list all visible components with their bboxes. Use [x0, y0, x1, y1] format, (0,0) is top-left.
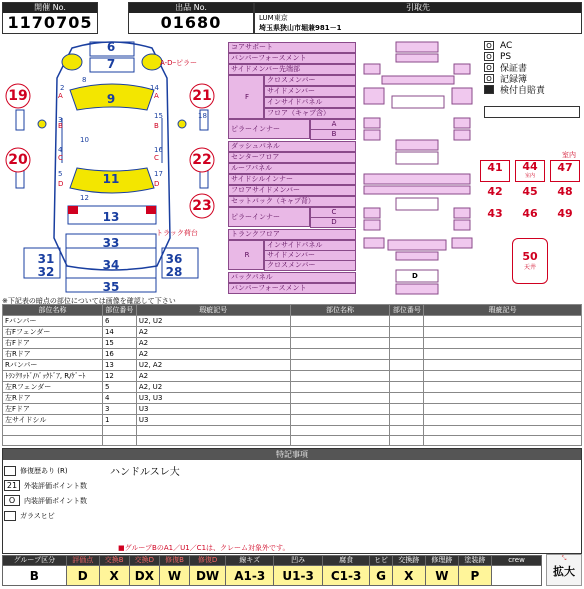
ceiling-label: 天井: [523, 264, 536, 271]
row-num: 3: [102, 404, 136, 415]
table-row: [3, 436, 582, 446]
grade-header: 修復B: [160, 556, 190, 566]
grade-value: W: [160, 566, 190, 586]
checklist-extra-box: [484, 106, 580, 118]
col-defect-code-2: 瑕疵記号: [424, 305, 582, 316]
row-part: 右Rドア: [3, 349, 103, 360]
frame-floor-side-member: フロアサイドメンバー: [228, 185, 356, 196]
row-num: 14: [102, 327, 136, 338]
row-empty: [290, 371, 390, 382]
part-num-18: 18: [198, 112, 207, 120]
header-lot: [2, 2, 98, 34]
table-row: [3, 338, 582, 349]
back-panel-mark: D: [412, 272, 418, 280]
row-part: 左Rフェンダー: [3, 382, 103, 393]
row-code: U2, U2: [136, 316, 290, 327]
door-letter-d-left: D: [58, 180, 64, 188]
grade-value: DX: [129, 566, 160, 586]
check-label-ac: AC: [500, 40, 513, 51]
legend-label-interior: 内装評価ポイント数: [24, 496, 87, 505]
col-part-num: 部位番号: [102, 305, 136, 316]
frame-side-sill-inner: サイドシルインナー: [228, 174, 356, 185]
part-num-23: 23: [192, 198, 212, 214]
row-part: 左サイドシル: [3, 415, 103, 426]
part-num-3: 3: [58, 116, 63, 124]
legend-box-glass: [4, 511, 16, 521]
grade-value: X: [392, 566, 425, 586]
damage-note: ※下記表の暗点の部位については画像を確認して下さい: [2, 297, 176, 305]
grade-header: crew: [492, 556, 542, 566]
row-code: U3, U3: [136, 393, 290, 404]
part-num-13: 13: [102, 210, 120, 224]
grade-header: 腐食: [322, 556, 369, 566]
grade-values: [3, 566, 542, 586]
part-num-2: 2: [60, 84, 65, 92]
frame-back-panel: バックパネル: [228, 272, 356, 283]
part-num-12: 12: [80, 194, 89, 202]
part-num-15: 15: [154, 112, 163, 120]
part-num-28: 28: [165, 265, 183, 279]
col-defect-code: 瑕疵記号: [136, 305, 290, 316]
row-num: 5: [102, 382, 136, 393]
check-mark-inspection: [484, 85, 494, 94]
row-empty: [290, 382, 390, 393]
row-empty: [290, 316, 390, 327]
frame-bumper-reinforce-r: バンパーフォースメント: [228, 283, 356, 294]
row-empty: [290, 393, 390, 404]
grade-value: D: [66, 566, 99, 586]
row-empty: [424, 360, 582, 371]
col-part-name-2: 部位名称: [290, 305, 390, 316]
grade-header: グループ区分: [3, 556, 67, 566]
check-mark-ps: O: [484, 52, 494, 61]
row-empty: [290, 338, 390, 349]
row-empty: [390, 360, 424, 371]
remarks-legend: [4, 463, 87, 523]
frame-c: C: [310, 207, 356, 218]
door-letter-a-right: A: [154, 92, 159, 100]
grade-value: W: [425, 566, 458, 586]
check-label-warranty: 保証書: [500, 64, 528, 74]
lot-value: 1170705: [7, 13, 93, 32]
table-row: [3, 371, 582, 382]
frame-side-member: サイドメンバー: [264, 86, 356, 97]
row-num: 4: [102, 393, 136, 404]
interior-45: 45: [522, 185, 538, 198]
row-code: U3: [136, 415, 290, 426]
row-empty: [424, 316, 582, 327]
row-empty: [390, 393, 424, 404]
frame-roof-panel: ルーフパネル: [228, 163, 356, 174]
expand-icon: ⤡: [561, 555, 567, 562]
damage-table-header: [3, 305, 582, 316]
row-empty: [390, 338, 424, 349]
grade-headers: [3, 556, 542, 566]
remarks-title: 特記事項: [3, 449, 581, 460]
row-part: 左Fドア: [3, 404, 103, 415]
frame-inside-panel-r: インサイドパネル: [264, 240, 356, 251]
row-empty: [290, 426, 390, 436]
grade-header: 交換跡: [392, 556, 425, 566]
table-row: [3, 426, 582, 436]
row-empty: [390, 415, 424, 426]
row-empty: [102, 426, 136, 436]
table-row: [3, 327, 582, 338]
header-listing: [128, 2, 254, 34]
grade-value: DW: [189, 566, 225, 586]
frame-center-floor: センターフロア: [228, 152, 356, 163]
row-empty: [424, 404, 582, 415]
part-num-36: 36: [165, 252, 183, 266]
row-empty: [390, 327, 424, 338]
ceiling-50: 50: [522, 250, 538, 263]
part-num-9: 9: [106, 92, 116, 106]
row-empty: [136, 436, 290, 446]
part-num-4: 4: [58, 146, 63, 154]
frame-cross-member: クロスメンバー: [264, 75, 356, 86]
row-empty: [424, 393, 582, 404]
frame-side-member-front: サイドメンバー先端部: [228, 64, 356, 75]
part-num-14: 14: [150, 84, 159, 92]
check-label-records: 記録簿: [500, 75, 528, 85]
row-code: A2: [136, 371, 290, 382]
part-num-11: 11: [102, 172, 120, 186]
legend-box-exterior: 21: [4, 480, 20, 491]
part-num-22: 22: [192, 152, 212, 168]
legend-box-interior: O: [4, 495, 20, 506]
part-num-5: 5: [58, 170, 63, 178]
row-code: U3: [136, 404, 290, 415]
grade-header: 修理跡: [425, 556, 458, 566]
col-part-name: 部位名称: [3, 305, 103, 316]
grade-header: ヒビ: [370, 556, 393, 566]
group-note: ■グループBのA1／U1／C1は、クレーム対象外です。: [118, 544, 290, 552]
grade-value: C1-3: [322, 566, 369, 586]
legend-label-repair: 修復歴あり (R): [20, 466, 68, 475]
zoom-button[interactable]: [546, 554, 582, 586]
remarks-panel: [2, 448, 582, 554]
row-empty: [390, 371, 424, 382]
row-num: 1: [102, 415, 136, 426]
lot-label: 開催 No.: [3, 3, 97, 13]
grade-value: B: [3, 566, 67, 586]
part-num-33: 33: [102, 236, 120, 250]
interior-41: 41: [480, 160, 510, 182]
part-num-19: 19: [8, 88, 28, 104]
row-empty: [424, 436, 582, 446]
frame-floor-cab: フロア（キャブ含）: [264, 108, 356, 119]
check-mark-records: O: [484, 74, 494, 83]
table-row: [3, 316, 582, 327]
legend-box-repair: [4, 466, 16, 476]
row-part: ﾄﾗﾝｸﾘｯﾄﾞ/ﾊﾞｯｸﾄﾞｱ, R/ｹﾞｰﾄ: [3, 371, 103, 382]
check-label-inspection: 検付自賠責: [500, 86, 546, 96]
check-mark-ac: O: [484, 41, 494, 50]
frame-inside-panel: インサイドパネル: [264, 97, 356, 108]
frame-a: A: [310, 119, 356, 130]
row-num: 12: [102, 371, 136, 382]
frame-b: B: [310, 129, 356, 140]
row-empty: [390, 349, 424, 360]
row-num: 6: [102, 316, 136, 327]
grade-header: 凹み: [274, 556, 323, 566]
header-consignee: [254, 2, 582, 34]
row-code: A2: [136, 327, 290, 338]
row-empty: [290, 360, 390, 371]
row-code: A2: [136, 338, 290, 349]
grade-header: 塗装跡: [458, 556, 491, 566]
grade-header: 交換B: [99, 556, 129, 566]
row-empty: [290, 404, 390, 415]
row-empty: [390, 382, 424, 393]
door-letter-c-left: C: [58, 154, 63, 162]
frame-core-support: コアサポート: [228, 42, 356, 53]
frame-pillar-inner: ピラーインナー: [228, 119, 310, 139]
grade-value: G: [370, 566, 393, 586]
door-letter-b-right: B: [154, 122, 159, 130]
row-empty: [424, 349, 582, 360]
row-part: Fバンパー: [3, 316, 103, 327]
listing-label: 出品 No.: [129, 3, 253, 13]
part-num-21: 21: [192, 88, 212, 104]
door-letter-d-right: D: [154, 180, 160, 188]
row-part: 右Fドア: [3, 338, 103, 349]
frame-cross-member-r: クロスメンバー: [264, 260, 356, 271]
row-empty: [290, 415, 390, 426]
part-num-32: 32: [37, 265, 55, 279]
grade-value: [492, 566, 542, 586]
part-num-20: 20: [8, 152, 28, 168]
listing-value: 01680: [160, 13, 222, 32]
consignee-label: 引取先: [255, 3, 581, 13]
grade-value: P: [458, 566, 491, 586]
grade-header: 交換D: [129, 556, 160, 566]
row-part: 右Fフェンダー: [3, 327, 103, 338]
legend-label-glass: ガラスヒビ: [20, 511, 55, 520]
frame-pillar-inner-2: ピラーインナー: [228, 207, 310, 227]
row-empty: [424, 382, 582, 393]
row-empty: [290, 436, 390, 446]
row-empty: [290, 327, 390, 338]
row-empty: [3, 426, 103, 436]
frame-bumper-reinforce: バンパーフォースメント: [228, 53, 356, 64]
interior-47: 47: [550, 160, 580, 182]
interior-48: 48: [557, 185, 573, 198]
grade-value: A1-3: [226, 566, 274, 586]
door-letter-b-left: B: [58, 122, 63, 130]
zoom-label: 拡大: [553, 565, 575, 578]
table-row: [3, 360, 582, 371]
part-num-7: 7: [106, 57, 116, 71]
row-empty: [390, 404, 424, 415]
row-code: A2: [136, 349, 290, 360]
frame-setback: セットバック（キャブ背）: [228, 196, 356, 207]
interior-44: 44: [522, 160, 538, 173]
grade-value: U1-3: [274, 566, 323, 586]
table-row: [3, 393, 582, 404]
row-empty: [3, 436, 103, 446]
door-letter-a-left: A: [58, 92, 63, 100]
row-empty: [102, 436, 136, 446]
frame-r-label: R: [228, 240, 264, 270]
interior-43: 43: [487, 207, 503, 220]
grade-header: 評価点: [66, 556, 99, 566]
row-empty: [424, 426, 582, 436]
part-num-16: 16: [154, 146, 163, 154]
row-part: Rバンパー: [3, 360, 103, 371]
row-part: 左Rドア: [3, 393, 103, 404]
part-num-35: 35: [102, 280, 120, 294]
interior-46: 46: [522, 207, 538, 220]
legend-label-exterior: 外装評価ポイント数: [24, 481, 87, 490]
interior-label: 室内: [562, 151, 576, 159]
row-empty: [390, 426, 424, 436]
frame-schematic: [358, 40, 478, 296]
row-empty: [424, 327, 582, 338]
checklist: [484, 40, 580, 95]
truck-bed-label: トラック荷台: [156, 229, 198, 237]
frame-d: D: [310, 217, 356, 228]
ceiling-box: [512, 238, 548, 284]
grade-header: 線キズ: [226, 556, 274, 566]
grade-value: X: [99, 566, 129, 586]
table-row: [3, 415, 582, 426]
row-empty: [390, 436, 424, 446]
consignee-line1: LUM東京: [259, 14, 288, 22]
interior-49: 49: [557, 207, 573, 220]
check-mark-warranty: O: [484, 63, 494, 72]
interior-grid: [480, 160, 580, 229]
row-code: A2, U2: [136, 382, 290, 393]
part-num-17: 17: [154, 170, 163, 178]
consignee-line2: 埼玉県狭山市堀兼981－1: [259, 24, 342, 32]
part-num-31: 31: [37, 252, 55, 266]
part-num-10: 10: [80, 136, 89, 144]
table-row: [3, 349, 582, 360]
grade-header: 修復D: [189, 556, 225, 566]
col-part-num-2: 部位番号: [390, 305, 424, 316]
table-row: [3, 382, 582, 393]
row-code: U2, A2: [136, 360, 290, 371]
frame-trunk-floor: トランクフロア: [228, 229, 356, 240]
check-label-ps: PS: [500, 51, 512, 62]
part-num-34: 34: [102, 258, 120, 272]
part-num-8: 8: [82, 76, 87, 84]
table-row: [3, 404, 582, 415]
row-num: 15: [102, 338, 136, 349]
frame-f-label: F: [228, 75, 264, 119]
row-empty: [424, 338, 582, 349]
row-num: 16: [102, 349, 136, 360]
door-letter-c-right: C: [154, 154, 159, 162]
row-empty: [290, 349, 390, 360]
row-empty: [136, 426, 290, 436]
interior-44-sub: 室内: [524, 173, 535, 179]
pillar-label: A-Dｰピラー: [160, 59, 198, 67]
frame-side-member-r: サイドメンバー: [264, 250, 356, 261]
remarks-text: ハンドルスレ大: [110, 467, 180, 478]
row-num: 13: [102, 360, 136, 371]
grade-table: [2, 555, 542, 586]
frame-dash-panel: ダッシュパネル: [228, 141, 356, 152]
part-num-6: 6: [106, 40, 116, 54]
row-empty: [424, 371, 582, 382]
row-empty: [390, 316, 424, 327]
damage-table: [2, 304, 582, 446]
interior-42: 42: [487, 185, 503, 198]
row-empty: [424, 415, 582, 426]
